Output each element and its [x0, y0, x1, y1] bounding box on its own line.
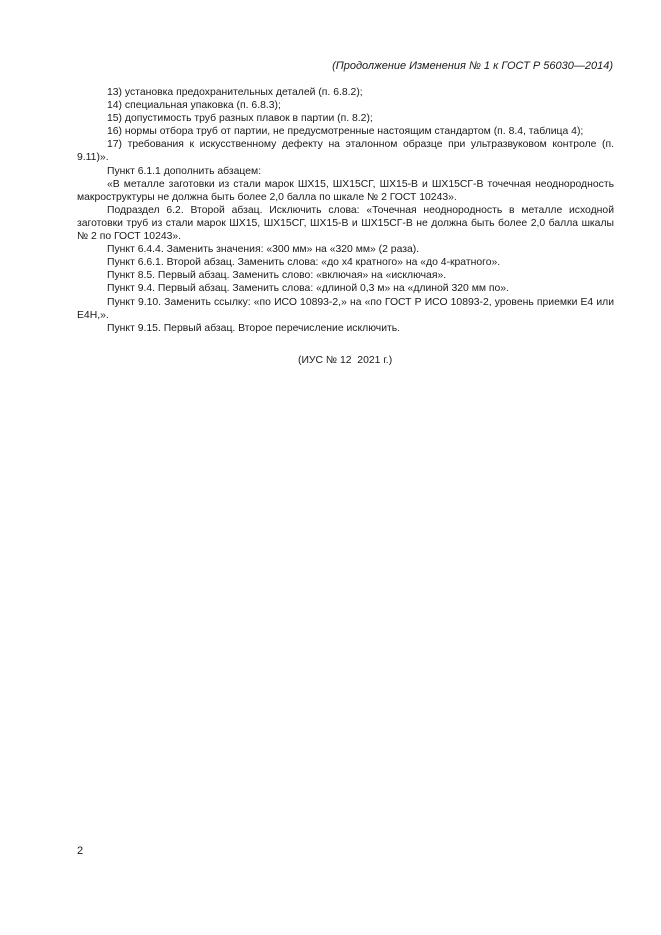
paragraph-6-2: Подраздел 6.2. Второй абзац. Исключить слова: «Точечная неоднородность в металле исходной заготовки труб из стали марок ШХ15, ШХ15СГ, ШХ15-В и ШХ15СГ-В не должна быть более 2,0 балла шкалы № 2 по ГОСТ 10243».: [77, 204, 614, 243]
list-item-16: 16) нормы отбора труб от партии, не предусмотренные настоящим стандартом (п. 8.4, таблица 4);: [107, 126, 584, 138]
list-item-15: 15) допустимость труб разных плавок в партии (п. 8.2);: [107, 113, 373, 125]
paragraph-9-15: Пункт 9.15. Первый абзац. Второе перечисление исключить.: [107, 322, 401, 334]
continuation-header: (Продолжение Изменения № 1 к ГОСТ Р 56030—2014): [332, 60, 613, 72]
paragraph-9-4: Пункт 9.4. Первый абзац. Заменить слова: «длиной 0,3 м» на «длиной 320 мм по».: [107, 283, 509, 295]
amendment-text: [77, 86, 614, 335]
paragraph-6-1-1: Пункт 6.1.1 дополнить абзацем:: [107, 165, 262, 177]
paragraph-6-4-4: Пункт 6.4.4. Заменить значения: «300 мм» на «320 мм» (2 раза).: [107, 244, 420, 256]
list-item-14: 14) специальная упаковка (п. 6.8.3);: [107, 100, 281, 112]
list-item-17: 17) требования к искусственному дефекту на эталонном образце при ультразвуковом контроле (п. 9.11)».: [77, 139, 614, 164]
paragraph-6-1-1-quote: «В металле заготовки из стали марок ШХ15, ШХ15СГ, ШХ15-В и ШХ15СГ-В точечная неоднородность макроструктуры не должна быть более 2,0 балла по шкале № 2 ГОСТ 10243».: [77, 178, 614, 203]
list-item-13: 13) установка предохранительных деталей (п. 6.8.2);: [107, 87, 363, 98]
paragraph-8-5: Пункт 8.5. Первый абзац. Заменить слово: «включая» на «исключая».: [107, 270, 447, 282]
paragraph-9-10: Пункт 9.10. Заменить ссылку: «по ИСО 10893-2,» на «по ГОСТ Р ИСО 10893-2, уровень приемки Е4 или Е4Н,».: [77, 296, 614, 321]
paragraph-6-6-1: Пункт 6.6.1. Второй абзац. Заменить слова: «до х4 кратного» на «до 4-кратного».: [107, 257, 501, 269]
ius-reference: (ИУС № 12 2021 г.): [298, 355, 393, 366]
page-number: 2: [77, 845, 84, 857]
